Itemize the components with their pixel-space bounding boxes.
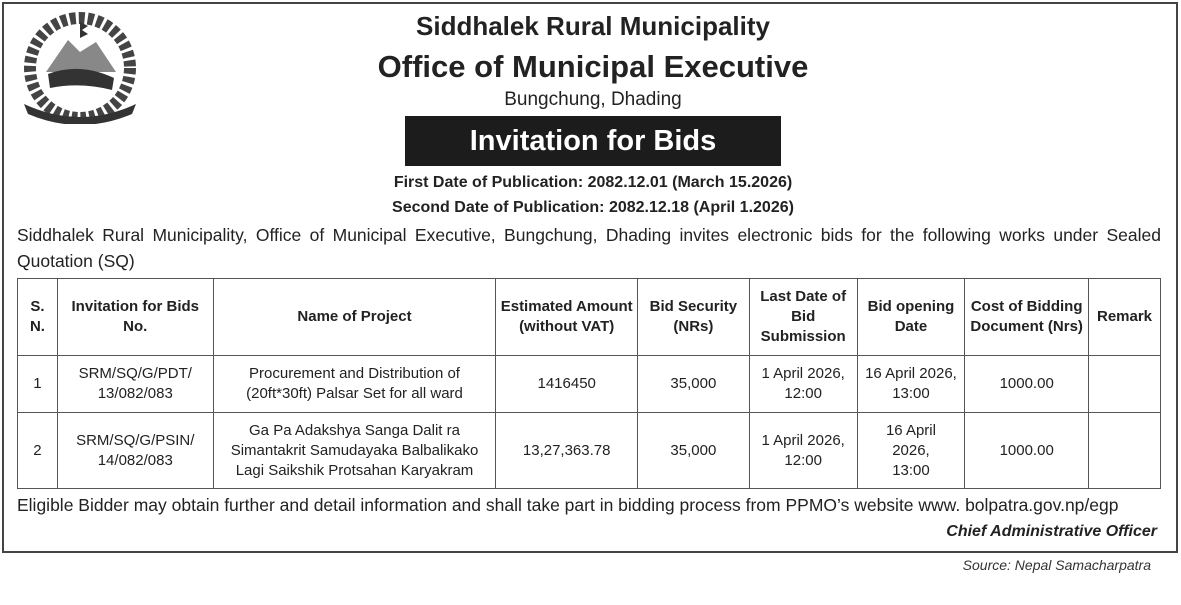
cell: 2 bbox=[18, 413, 58, 489]
header-cell: S. N. bbox=[18, 279, 58, 356]
intro-paragraph: Siddhalek Rural Municipality, Office of Municipal Executive, Bungchung, Dhading invites electronic bids for the following works under Sealed Quotation (SQ) bbox=[17, 225, 1161, 271]
second-publication-date: Second Date of Publication: 2082.12.18 (April 1.2026) bbox=[392, 199, 794, 216]
header-cell: Last Date of Bid Submission bbox=[749, 279, 857, 356]
cell: 1 April 2026, 12:00 bbox=[749, 413, 857, 489]
bids-table bbox=[17, 278, 1161, 489]
cell: Ga Pa Adakshya Sanga Dalit ra Simantakrit Samudayaka Balbalikako Lagi Saikshik Protsahan Karyakram bbox=[213, 413, 496, 489]
source-credit: Source: Nepal Samacharpatra bbox=[962, 557, 1151, 573]
notice-title: Invitation for Bids bbox=[405, 116, 781, 166]
cell: 35,000 bbox=[638, 413, 750, 489]
header-cell: Remark bbox=[1089, 279, 1161, 356]
cell: Procurement and Distribution of (20ft*30ft) Palsar Set for all ward bbox=[213, 356, 496, 413]
header-cell: Bid Security (NRs) bbox=[638, 279, 750, 356]
location: Bungchung, Dhading bbox=[504, 89, 682, 110]
first-publication-date: First Date of Publication: 2082.12.01 (March 15.2026) bbox=[393, 174, 793, 191]
cell: 1 April 2026, 12:00 bbox=[749, 356, 857, 413]
cell: 16 April 2026, 13:00 bbox=[857, 356, 965, 413]
table-row bbox=[18, 413, 1161, 489]
cell: 35,000 bbox=[638, 356, 750, 413]
header-cell: Invitation for Bids No. bbox=[57, 279, 213, 356]
nepal-emblem-logo bbox=[16, 12, 144, 124]
header-cell: Cost of Bidding Document (Nrs) bbox=[965, 279, 1089, 356]
notice-frame bbox=[2, 2, 1178, 553]
header-cell: Estimated Amount (without VAT) bbox=[496, 279, 638, 356]
cell: SRM/SQ/G/PDT/ 13/082/083 bbox=[57, 356, 213, 413]
notice-header bbox=[17, 10, 1161, 220]
cell: 1000.00 bbox=[965, 413, 1089, 489]
cell: 1416450 bbox=[496, 356, 638, 413]
municipality-name: Siddhalek Rural Municipality bbox=[416, 11, 770, 41]
cell: 13,27,363.78 bbox=[496, 413, 638, 489]
footer-paragraph: Eligible Bidder may obtain further and detail information and shall take part in bidding process from PPMO’s website www. bolpatra.gov.np/egp bbox=[17, 495, 1119, 515]
header-cell: Name of Project bbox=[213, 279, 496, 356]
cell: 1 bbox=[18, 356, 58, 413]
cell: SRM/SQ/G/PSIN/ 14/082/083 bbox=[57, 413, 213, 489]
office-name: Office of Municipal Executive bbox=[377, 49, 809, 84]
cell bbox=[1089, 356, 1161, 413]
cell bbox=[1089, 413, 1161, 489]
header-cell: Bid opening Date bbox=[857, 279, 965, 356]
cell: 1000.00 bbox=[965, 356, 1089, 413]
cell: 16 April 2026, 13:00 bbox=[857, 413, 965, 489]
table-row bbox=[18, 356, 1161, 413]
table-header-row bbox=[18, 279, 1161, 356]
signatory: Chief Administrative Officer bbox=[946, 523, 1157, 540]
